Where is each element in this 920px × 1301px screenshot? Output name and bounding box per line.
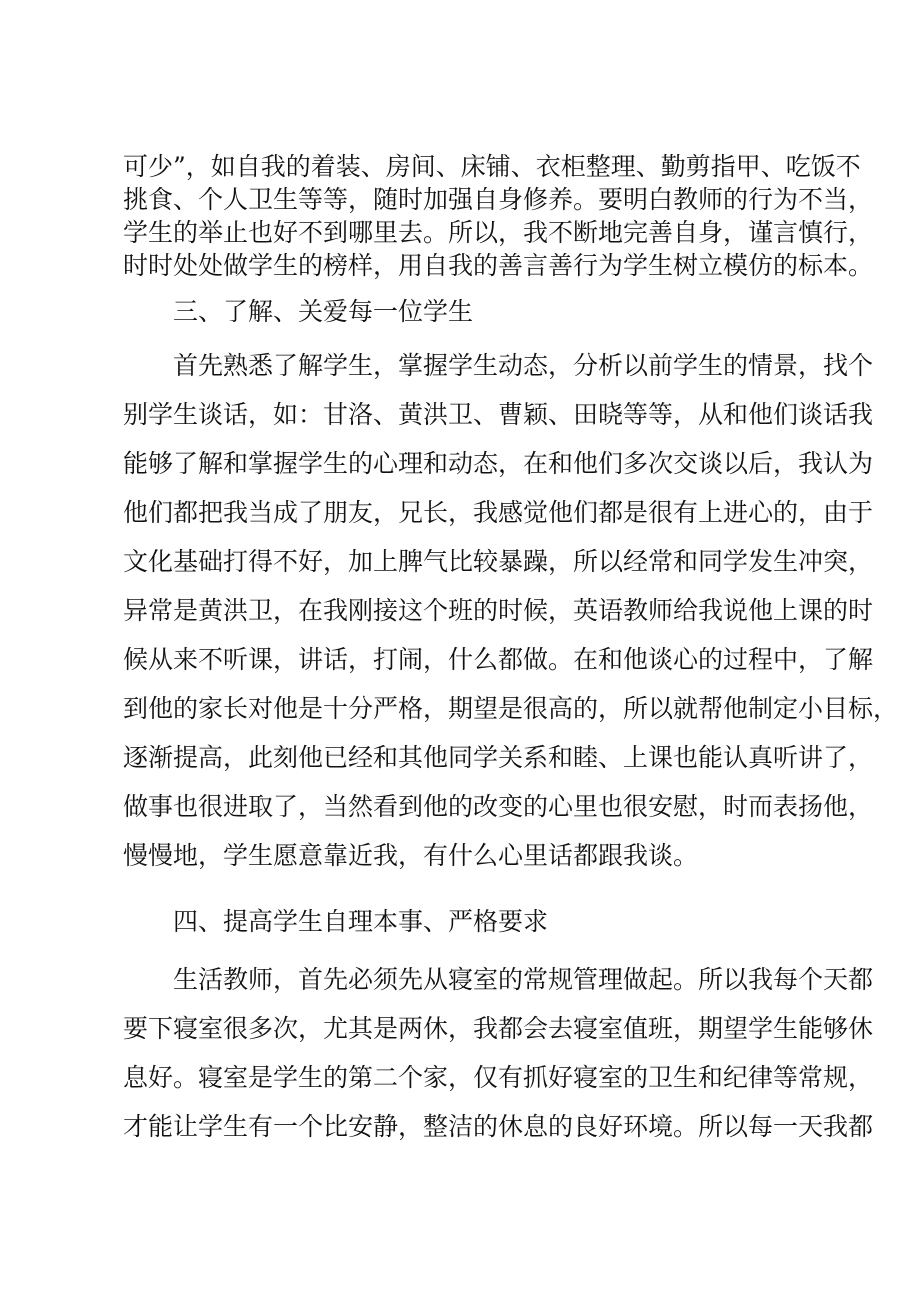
- text-line: 文化基础打得不好，加上脾气比较暴躁，所以经常和同学发生冲突，: [123, 547, 874, 576]
- text-line: 要下寝室很多次，尤其是两休，我都会去寝室值班，期望学生能够休: [123, 1014, 874, 1043]
- section-heading-4: 四、提高学生自理本事、严格要求: [173, 907, 549, 936]
- text-line: 能够了解和掌握学生的心理和动态，在和他们多次交谈以后，我认为: [123, 449, 874, 478]
- text-line: 时时处处做学生的榜样，用自我的善言善行为学生树立模仿的标本。: [123, 251, 874, 280]
- text-line: 息好。寝室是学生的第二个家，仅有抓好寝室的卫生和纪律等常规，: [123, 1063, 874, 1092]
- text-line: 慢慢地，学生愿意靠近我，有什么心里话都跟我谈。: [123, 841, 699, 870]
- text-line: 他们都把我当成了朋友，兄长，我感觉他们都是很有上进心的，由于: [123, 498, 874, 527]
- text-line: 别学生谈话，如：甘洛、黄洪卫、曹颖、田晓等等，从和他们谈话我: [123, 400, 874, 429]
- text-line: 挑食、个人卫生等等，随时加强自身修养。要明白教师的行为不当，: [123, 185, 874, 214]
- text-line: 到他的家长对他是十分严格，期望是很高的，所以就帮他制定小目标，: [123, 694, 899, 723]
- text-line: 首先熟悉了解学生，掌握学生动态，分析以前学生的情景，找个: [173, 351, 874, 380]
- text-line: 才能让学生有一个比安静，整洁的休息的良好环境。所以每一天我都: [123, 1112, 874, 1141]
- text-line: 异常是黄洪卫，在我刚接这个班的时候，英语教师给我说他上课的时: [123, 596, 874, 625]
- text-line: 学生的举止也好不到哪里去。所以，我不断地完善自身，谨言慎行，: [123, 218, 874, 247]
- text-line: 可少”，如自我的着装、房间、床铺、衣柜整理、勤剪指甲、吃饭不: [123, 152, 861, 181]
- section-heading-3: 三、了解、关爱每一位学生: [173, 297, 474, 326]
- text-line: 逐渐提高，此刻他已经和其他同学关系和睦、上课也能认真听讲了，: [123, 743, 874, 772]
- text-line: 候从来不听课，讲话，打闹，什么都做。在和他谈心的过程中，了解: [123, 645, 874, 674]
- text-line: 生活教师，首先必须先从寝室的常规管理做起。所以我每个天都: [173, 965, 874, 994]
- text-line: 做事也很进取了，当然看到他的改变的心里也很安慰，时而表扬他，: [123, 792, 874, 821]
